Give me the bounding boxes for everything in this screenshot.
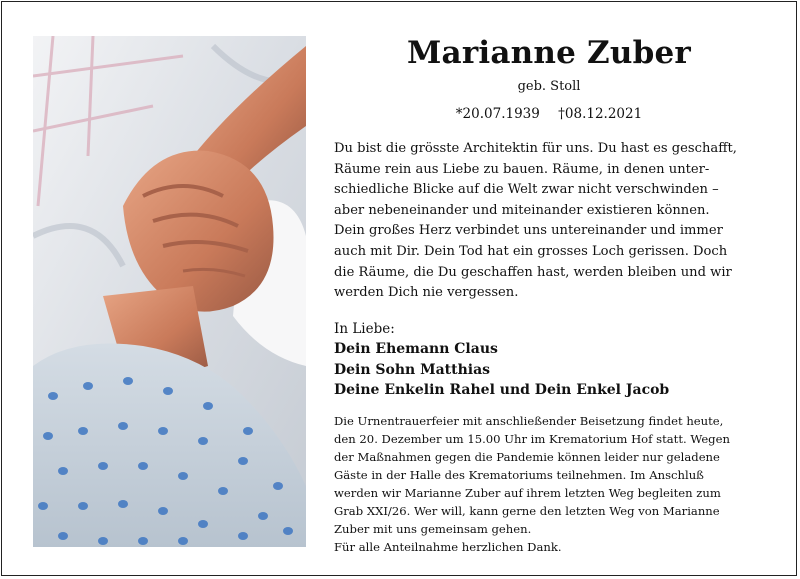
tribute-line: auch mit Dir. Dein Tod hat ein grosses Loch gerissen. Doch xyxy=(334,243,728,259)
tribute-line: werden Dich nie vergessen. xyxy=(334,285,519,301)
gown-dot xyxy=(158,427,168,435)
gown-dot xyxy=(178,537,188,545)
tribute-line: Du bist die grösste Architektin für uns. Du hast es geschafft, xyxy=(334,141,737,156)
death-date: †08.12.2021 xyxy=(558,106,643,122)
gown-dot xyxy=(118,422,128,430)
notice-line: der Maßnahmen gegen die Pandemie können leider nur geladene xyxy=(334,449,720,464)
notice-line: Die Urnentrauerfeier mit anschließender Beisetzung findet heute, xyxy=(334,413,724,428)
tribute-line: schiedliche Blicke auf die Welt zwar nicht verschwinden – xyxy=(334,182,719,198)
birth-date: *20.07.1939 xyxy=(455,106,540,122)
gown-dot xyxy=(258,512,268,520)
gown-dot xyxy=(43,432,53,440)
gown-dot xyxy=(138,537,148,545)
gown-dot xyxy=(198,520,208,528)
gown-dot xyxy=(78,427,88,435)
gown-dot xyxy=(163,387,173,395)
gown-dot xyxy=(178,472,188,480)
notice-line: Grab XXI/26. Wer will, kann gerne den letzten Weg von Marianne xyxy=(334,504,720,519)
birth-name: geb. Stoll xyxy=(517,79,581,94)
gown-dot xyxy=(238,457,248,465)
gown-dot xyxy=(203,402,213,410)
gown-dot xyxy=(58,467,68,475)
notice-line: werden wir Marianne Zuber auf ihrem letzten Weg begleiten zum xyxy=(334,486,721,501)
holding-hands-image xyxy=(33,36,306,547)
family-signature xyxy=(334,319,764,401)
tribute-line: die Räume, die Du geschaffen hast, werden bleiben und wir xyxy=(334,264,732,280)
gown-dot xyxy=(118,500,128,508)
tribute-text xyxy=(334,139,764,304)
gown-dot xyxy=(48,392,58,400)
gown-dot xyxy=(38,502,48,510)
gown-dot xyxy=(78,502,88,510)
gown-dot xyxy=(98,462,108,470)
funeral-notice xyxy=(334,412,764,557)
obituary-card xyxy=(1,1,797,576)
gown-dot xyxy=(198,437,208,445)
gown-dot xyxy=(158,507,168,515)
family-member: Dein Ehemann Claus xyxy=(334,341,498,358)
tribute-line: Dein großes Herz verbindet uns untereinander und immer xyxy=(334,223,723,239)
gown-dot xyxy=(138,462,148,470)
life-dates xyxy=(334,104,764,124)
tribute-line: Räume rein aus Liebe zu bauen. Räume, in denen unter- xyxy=(334,161,710,177)
notice-line: Zuber mit uns gemeinsam gehen. xyxy=(334,522,532,537)
gown-dot xyxy=(243,427,253,435)
memorial-photo xyxy=(33,36,306,547)
gown-dot xyxy=(58,532,68,540)
gown-dot xyxy=(123,377,133,385)
tribute-line: aber nebeneinander und miteinander existieren können. xyxy=(334,202,710,218)
family-member: Dein Sohn Matthias xyxy=(334,361,491,378)
obituary-text xyxy=(334,32,764,557)
gown-dot xyxy=(238,532,248,540)
gown-dot xyxy=(273,482,283,490)
notice-line: den 20. Dezember um 15.00 Uhr im Krematorium Hof statt. Wegen xyxy=(334,431,730,446)
gown-dot xyxy=(98,537,108,545)
gown-dot xyxy=(218,487,228,495)
deceased-name: Marianne Zuber xyxy=(407,35,691,71)
gown-dot xyxy=(283,527,293,535)
notice-line: Gäste in der Halle des Krematoriums teilnehmen. Im Anschluß xyxy=(334,468,704,483)
family-member: Deine Enkelin Rahel und Dein Enkel Jacob xyxy=(334,382,670,399)
closing-intro: In Liebe: xyxy=(334,320,395,337)
notice-line: Für alle Anteilnahme herzlichen Dank. xyxy=(334,540,562,555)
gown-dot xyxy=(83,382,93,390)
